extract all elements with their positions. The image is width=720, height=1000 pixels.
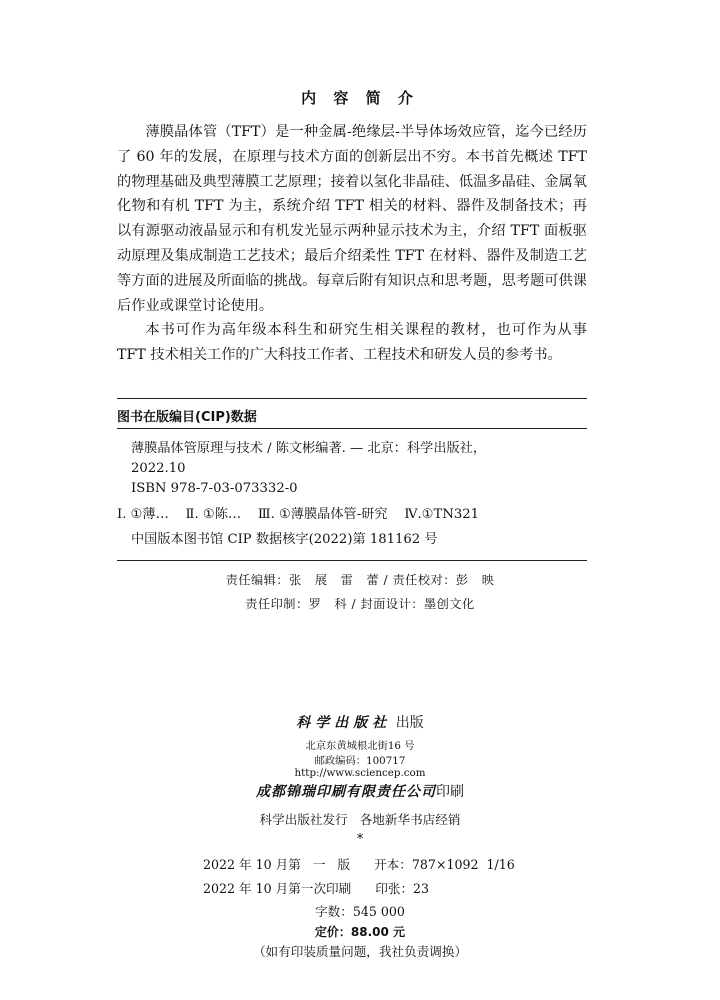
cip-heading: 图书在版编目(CIP)数据 (117, 410, 257, 425)
cip-date-line: 2022.10 (131, 461, 186, 476)
cip-bottom-divider (117, 560, 587, 561)
printer-suffix: 印刷 (436, 784, 464, 800)
word-count: 字数：545 000 (315, 904, 405, 919)
cip-classification: Ⅰ. ①薄… Ⅱ. ①陈… Ⅲ. ①薄膜晶体管-研究 Ⅳ.①TN321 (117, 507, 480, 522)
cip-isbn: ISBN 978-7-03-073332-0 (131, 481, 298, 496)
production-credits: 责任印制：罗 科 / 封面设计：墨创文化 (245, 597, 475, 611)
publisher-website: http://www.sciencep.com (294, 767, 426, 779)
page-title: 内 容 简 介 (301, 89, 419, 107)
publisher-postcode: 邮政编码：100717 (314, 755, 406, 767)
distribution-line: 科学出版社发行 各地新华书店经销 (259, 812, 461, 827)
publisher-line (0, 712, 720, 732)
publisher-suffix: 出版 (391, 715, 424, 731)
book-summary (117, 120, 587, 368)
separator-asterisk: * (356, 831, 364, 846)
cip-heading-divider (117, 428, 587, 429)
edition-line: 2022 年 10 月第 一 版 开本：787×1092 1/16 (203, 857, 515, 872)
publisher-address: 北京东黄城根北街16 号 (305, 740, 415, 752)
editor-credits: 责任编辑：张 展 雷 蕾 / 责任校对：彭 映 (225, 573, 495, 587)
cip-title-line: 薄膜晶体管原理与技术 / 陈文彬编著. — 北京：科学出版社， (131, 441, 487, 456)
quality-notice: （如有印装质量问题，我社负责调换） (252, 944, 468, 959)
printer-name: 成都锦瑞印刷有限责任公司 (256, 784, 436, 800)
price: 定价：88.00 元 (314, 925, 406, 939)
cip-top-divider (117, 398, 587, 399)
summary-paragraph-2: 本书可作为高年级本科生和研究生相关课程的教材，也可作为从事 TFT 技术相关工作的广大科技工作者、工程技术和研发人员的参考书。 (117, 322, 587, 364)
printing-line: 2022 年 10 月第一次印刷 印张：23 (203, 881, 430, 896)
summary-paragraph-1: 薄膜晶体管（TFT）是一种金属-绝缘层-半导体场效应管，迄今已经历了 60 年的发展，在原理与技术方面的创新层出不穷。本书首先概述 TFT 的物理基础及典型薄膜工艺原理；接着以氢化非晶硅、低温多晶硅、金属氧化物和有机 TFT 为主，系统介绍 TFT 相关的材料、器件及制备技术；再以有源驱动液晶显示和有机发光显示两种显示技术为主，介绍 TFT 面板驱动原理及集成制造工艺技术；最后介绍柔性 TFT 在材料、器件及制造工艺等方面的进展及所面临的挑战。每章后附有知识点和思考题，思考题可供课后作业或课堂讨论使用。 (117, 124, 587, 314)
printer-line (0, 781, 720, 801)
publisher-logo-text: 科学出版社 (296, 715, 392, 731)
cip-record-number: 中国版本图书馆 CIP 数据核字(2022)第 181162 号 (131, 532, 438, 547)
